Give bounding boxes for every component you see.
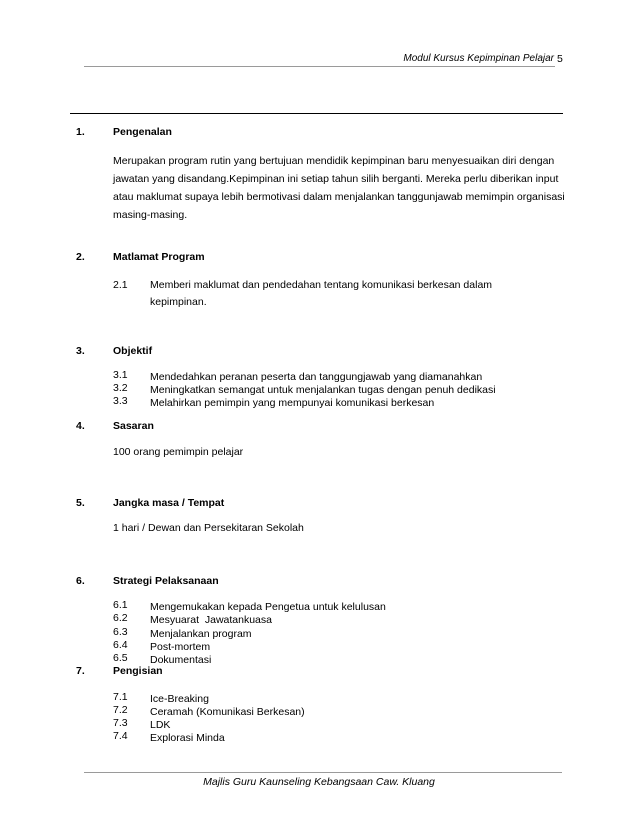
item-6-5-number: 6.5 bbox=[113, 652, 128, 664]
footer-divider bbox=[84, 772, 562, 773]
section-4-number: 4. bbox=[76, 420, 85, 432]
item-7-1-text: Ice-Breaking bbox=[150, 693, 209, 705]
item-7-1-number: 7.1 bbox=[113, 691, 128, 703]
section-2-title: Matlamat Program bbox=[113, 251, 205, 263]
section-1-title: Pengenalan bbox=[113, 126, 172, 138]
section-5-title: Jangka masa / Tempat bbox=[113, 497, 225, 509]
item-3-2-text: Meningkatkan semangat untuk menjalankan tugas dengan penuh dedikasi bbox=[150, 384, 496, 396]
section-4-title: Sasaran bbox=[113, 420, 154, 432]
section-5-number: 5. bbox=[76, 497, 85, 509]
section-1-number: 1. bbox=[76, 126, 85, 138]
item-6-1-text: Mengemukakan kepada Pengetua untuk kelulusan bbox=[150, 601, 386, 613]
item-6-5-text: Dokumentasi bbox=[150, 654, 212, 666]
item-6-3-number: 6.3 bbox=[113, 626, 128, 638]
item-7-4-text: Explorasi Minda bbox=[150, 732, 225, 744]
footer-text: Majlis Guru Kaunseling Kebangsaan Caw. Kluang bbox=[203, 776, 435, 788]
item-2-1-number: 2.1 bbox=[113, 279, 128, 291]
section-6-number: 6. bbox=[76, 575, 85, 587]
item-3-1-text: Mendedahkan peranan peserta dan tanggungjawab yang diamanahkan bbox=[150, 371, 483, 383]
item-3-1-number: 3.1 bbox=[113, 369, 128, 381]
item-6-4-number: 6.4 bbox=[113, 639, 128, 651]
item-7-2-number: 7.2 bbox=[113, 704, 128, 716]
item-6-3-text: Menjalankan program bbox=[150, 628, 252, 640]
section-4-text: 100 orang pemimpin pelajar bbox=[113, 446, 244, 458]
item-6-1-number: 6.1 bbox=[113, 599, 128, 611]
section-3-title: Objektif bbox=[113, 345, 153, 357]
header-divider bbox=[84, 66, 555, 67]
page-number: 5 bbox=[557, 53, 563, 65]
header-title: Modul Kursus Kepimpinan Pelajar bbox=[403, 53, 554, 64]
item-3-3-number: 3.3 bbox=[113, 395, 128, 407]
item-7-3-text: LDK bbox=[150, 719, 171, 731]
item-7-4-number: 7.4 bbox=[113, 730, 128, 742]
header-thick-divider bbox=[70, 113, 563, 114]
section-7-title: Pengisian bbox=[113, 665, 163, 677]
section-5-text: 1 hari / Dewan dan Persekitaran Sekolah bbox=[113, 522, 304, 534]
section-7-number: 7. bbox=[76, 665, 85, 677]
section-2-number: 2. bbox=[76, 251, 85, 263]
item-6-2-number: 6.2 bbox=[113, 612, 128, 624]
item-6-4-text: Post-mortem bbox=[150, 641, 211, 653]
section-3-number: 3. bbox=[76, 345, 85, 357]
section-1-text: Merupakan program rutin yang bertujuan mendidik kepimpinan baru menyesuaikan diri dengan jawatan yang disandang.Kepimpinan ini setiap tahun silih berganti. Mereka perlu diberikan input atau maklumat supaya lebih bermotivasi dalam menjalankan tanggunjawab memimpin organisasi masing-masing. bbox=[113, 155, 565, 221]
item-7-3-number: 7.3 bbox=[113, 717, 128, 729]
item-3-2-number: 3.2 bbox=[113, 382, 128, 394]
item-6-2-text: Mesyuarat Jawatankuasa bbox=[150, 614, 272, 626]
item-7-2-text: Ceramah (Komunikasi Berkesan) bbox=[150, 706, 305, 718]
item-3-3-text: Melahirkan pemimpin yang mempunyai komunikasi berkesan bbox=[150, 397, 435, 409]
section-6-title: Strategi Pelaksanaan bbox=[113, 575, 219, 587]
item-2-1-text: Memberi maklumat dan pendedahan tentang komunikasi berkesan dalam kepimpinan. bbox=[150, 279, 493, 308]
